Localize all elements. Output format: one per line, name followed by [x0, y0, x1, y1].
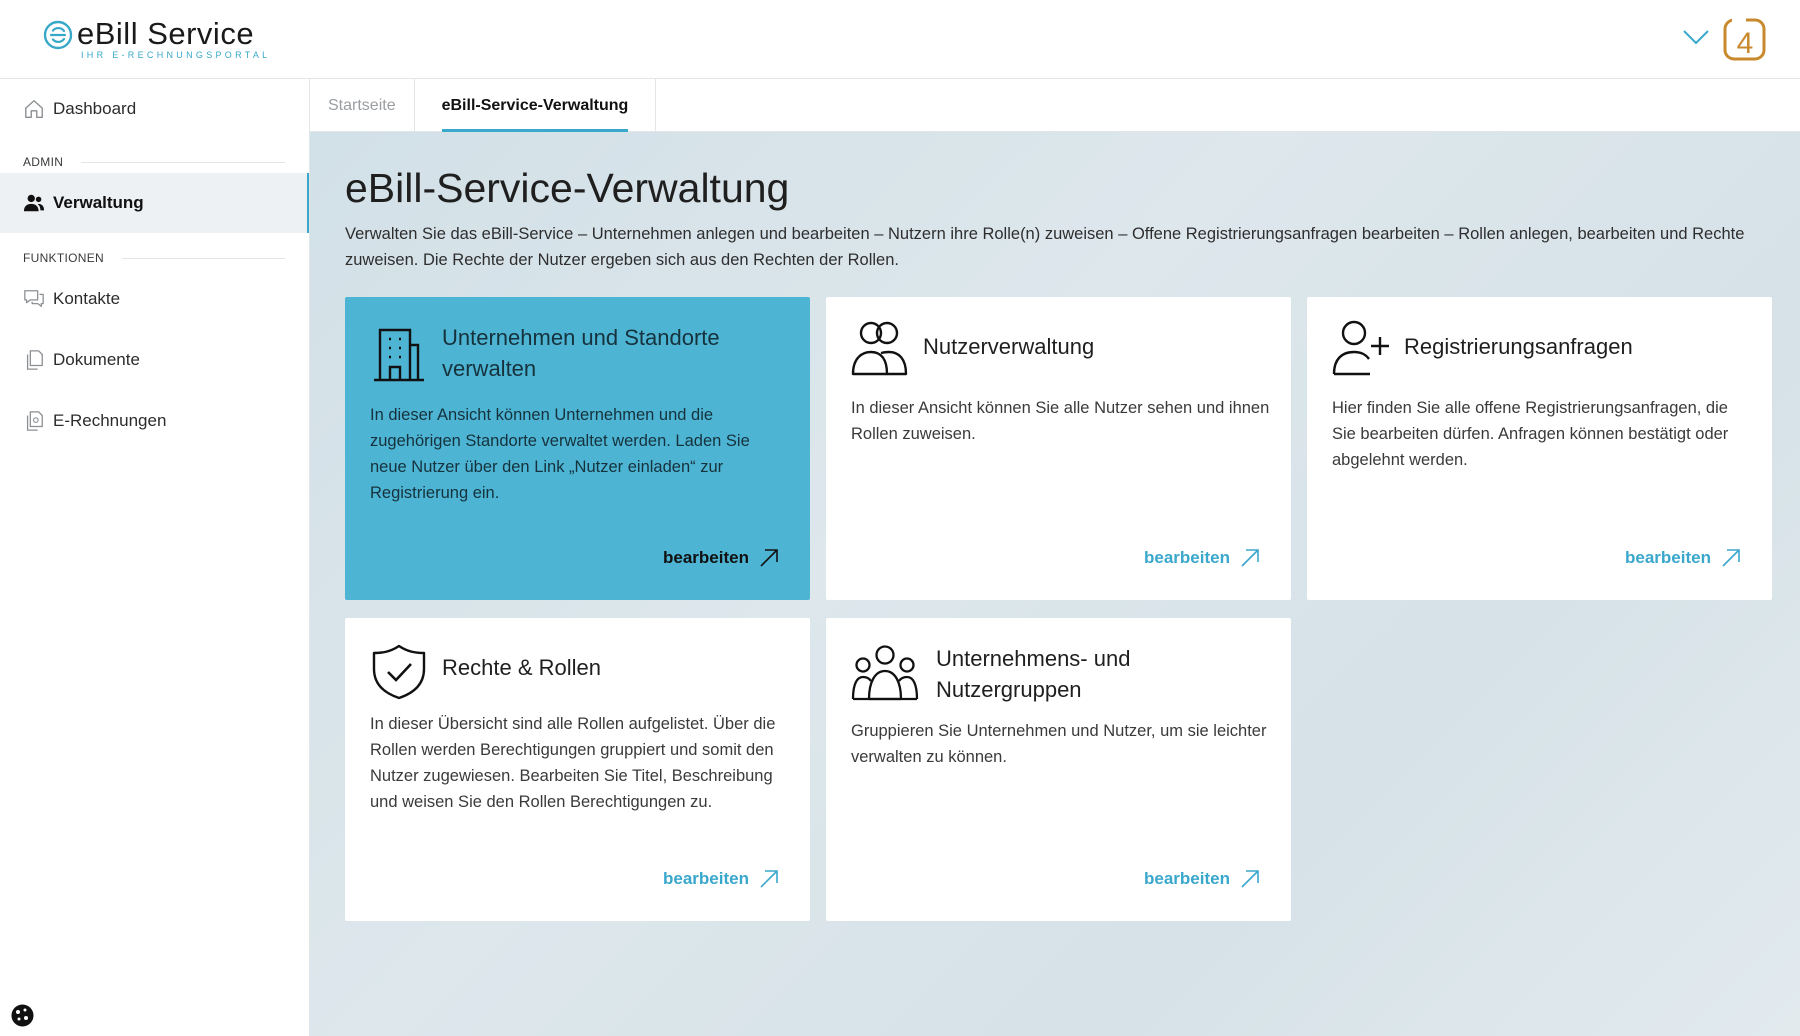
card-description: Gruppieren Sie Unternehmen und Nutzer, um sie leichter verwalten zu können.	[851, 722, 1267, 766]
section-label-text: FUNKTIONEN	[23, 251, 104, 265]
card-description: In dieser Ansicht können Sie alle Nutzer sehen und ihnen Rollen zuweisen.	[851, 399, 1270, 443]
edit-link-label: bearbeiten	[663, 548, 749, 567]
card-title: Unternehmens- und Nutzergruppen	[936, 646, 1131, 702]
tab-label: Startseite	[328, 96, 396, 114]
group-icon	[851, 644, 919, 702]
shield-check-icon	[370, 643, 428, 701]
sidebar	[0, 79, 310, 1036]
arrow-up-right-icon	[1239, 547, 1261, 569]
edit-link[interactable]	[663, 547, 780, 569]
tab-ebill-service-verwaltung[interactable]	[415, 79, 657, 132]
building-icon	[370, 325, 428, 383]
chat-icon	[23, 288, 45, 310]
main-content	[310, 132, 1800, 1036]
page-description: Verwalten Sie das eBill-Service – Unternehmen anlegen und bearbeiten – Nutzern ihre Rolle(n) zuweisen – Offene Registrierungsanfragen bearbeiten – Rollen anlegen, bearbeiten und Rechte zuweisen. Die Rechte der Nutzer ergeben sich aus den Rechten der Rollen.	[345, 225, 1745, 269]
edit-link[interactable]	[1625, 547, 1742, 569]
arrow-up-right-icon	[758, 868, 780, 890]
user-plus-icon	[1332, 319, 1390, 377]
card-registrierungsanfragen[interactable]	[1307, 297, 1772, 600]
cookie-settings-icon[interactable]	[10, 1003, 35, 1028]
home-icon	[23, 98, 45, 120]
chevron-down-icon[interactable]	[1682, 28, 1710, 46]
card-nutzerverwaltung[interactable]	[826, 297, 1291, 600]
section-label-admin	[23, 155, 285, 169]
badge-number: 4	[1736, 27, 1754, 60]
edit-link-label: bearbeiten	[1625, 548, 1711, 567]
invoice-icon	[23, 410, 45, 432]
card-description: In dieser Ansicht können Unternehmen und die zugehörigen Standorte verwaltet werden. Laden Sie neue Nutzer über den Link „Nutzer einladen“ zur Registrierung ein.	[370, 406, 750, 502]
divider	[81, 162, 285, 163]
sidebar-item-verwaltung[interactable]	[0, 173, 309, 233]
sidebar-item-label: Kontakte	[53, 289, 121, 308]
ebill-logo[interactable]	[43, 18, 270, 60]
users-icon	[851, 319, 909, 377]
card-title: Unternehmen und Standorte verwalten	[442, 325, 720, 381]
edit-link[interactable]	[1144, 868, 1261, 890]
tab-label: eBill-Service-Verwaltung	[441, 96, 629, 114]
edit-link[interactable]	[1144, 547, 1261, 569]
sidebar-item-label: E-Rechnungen	[53, 411, 167, 430]
sidebar-item-label: Dokumente	[53, 350, 140, 369]
sidebar-item-erechnungen[interactable]	[0, 391, 309, 451]
card-description: In dieser Übersicht sind alle Rollen aufgelistet. Über die Rollen werden Berechtigungen gruppiert und somit den Nutzer zugewiesen. Bearbeiten Sie Titel, Beschreibung und weisen Sie den Rollen Berechtigungen zu.	[370, 715, 776, 811]
arrow-up-right-icon	[1239, 868, 1261, 890]
tab-bar	[310, 79, 1800, 132]
section-label-text: ADMIN	[23, 155, 64, 169]
edit-link-label: bearbeiten	[1144, 869, 1230, 888]
card-unternehmen-standorte[interactable]	[345, 297, 810, 600]
sidebar-item-label: Verwaltung	[53, 193, 144, 212]
edit-link-label: bearbeiten	[1144, 548, 1230, 567]
card-gruppen[interactable]	[826, 618, 1291, 921]
card-title: Rechte & Rollen	[442, 655, 601, 680]
sidebar-item-dashboard[interactable]	[0, 79, 309, 139]
card-title: Nutzerverwaltung	[923, 334, 1095, 359]
section-label-funktionen	[23, 251, 285, 265]
card-title: Registrierungsanfragen	[1404, 334, 1633, 359]
logo-title: eBill Service	[77, 16, 255, 51]
users-icon	[23, 192, 45, 214]
edit-link[interactable]	[663, 868, 780, 890]
divider	[122, 258, 285, 259]
sidebar-item-kontakte[interactable]	[0, 269, 309, 329]
app-header	[0, 0, 1800, 79]
page-title: eBill-Service-Verwaltung	[345, 165, 790, 211]
documents-icon	[23, 349, 45, 371]
card-rechte-rollen[interactable]	[345, 618, 810, 921]
brand-badge-icon[interactable]	[1722, 17, 1767, 62]
arrow-up-right-icon	[1720, 547, 1742, 569]
sidebar-item-dokumente[interactable]	[0, 330, 309, 390]
card-description: Hier finden Sie alle offene Registrierungsanfragen, die Sie bearbeiten dürfen. Anfragen können bestätigt oder abgelehnt werden.	[1332, 399, 1729, 469]
logo-subtitle: IHR E-RECHNUNGSPORTAL	[81, 50, 271, 60]
logo-mark-icon	[43, 20, 73, 50]
tab-startseite[interactable]	[310, 79, 415, 132]
edit-link-label: bearbeiten	[663, 869, 749, 888]
sidebar-item-label: Dashboard	[53, 99, 137, 118]
arrow-up-right-icon	[758, 547, 780, 569]
